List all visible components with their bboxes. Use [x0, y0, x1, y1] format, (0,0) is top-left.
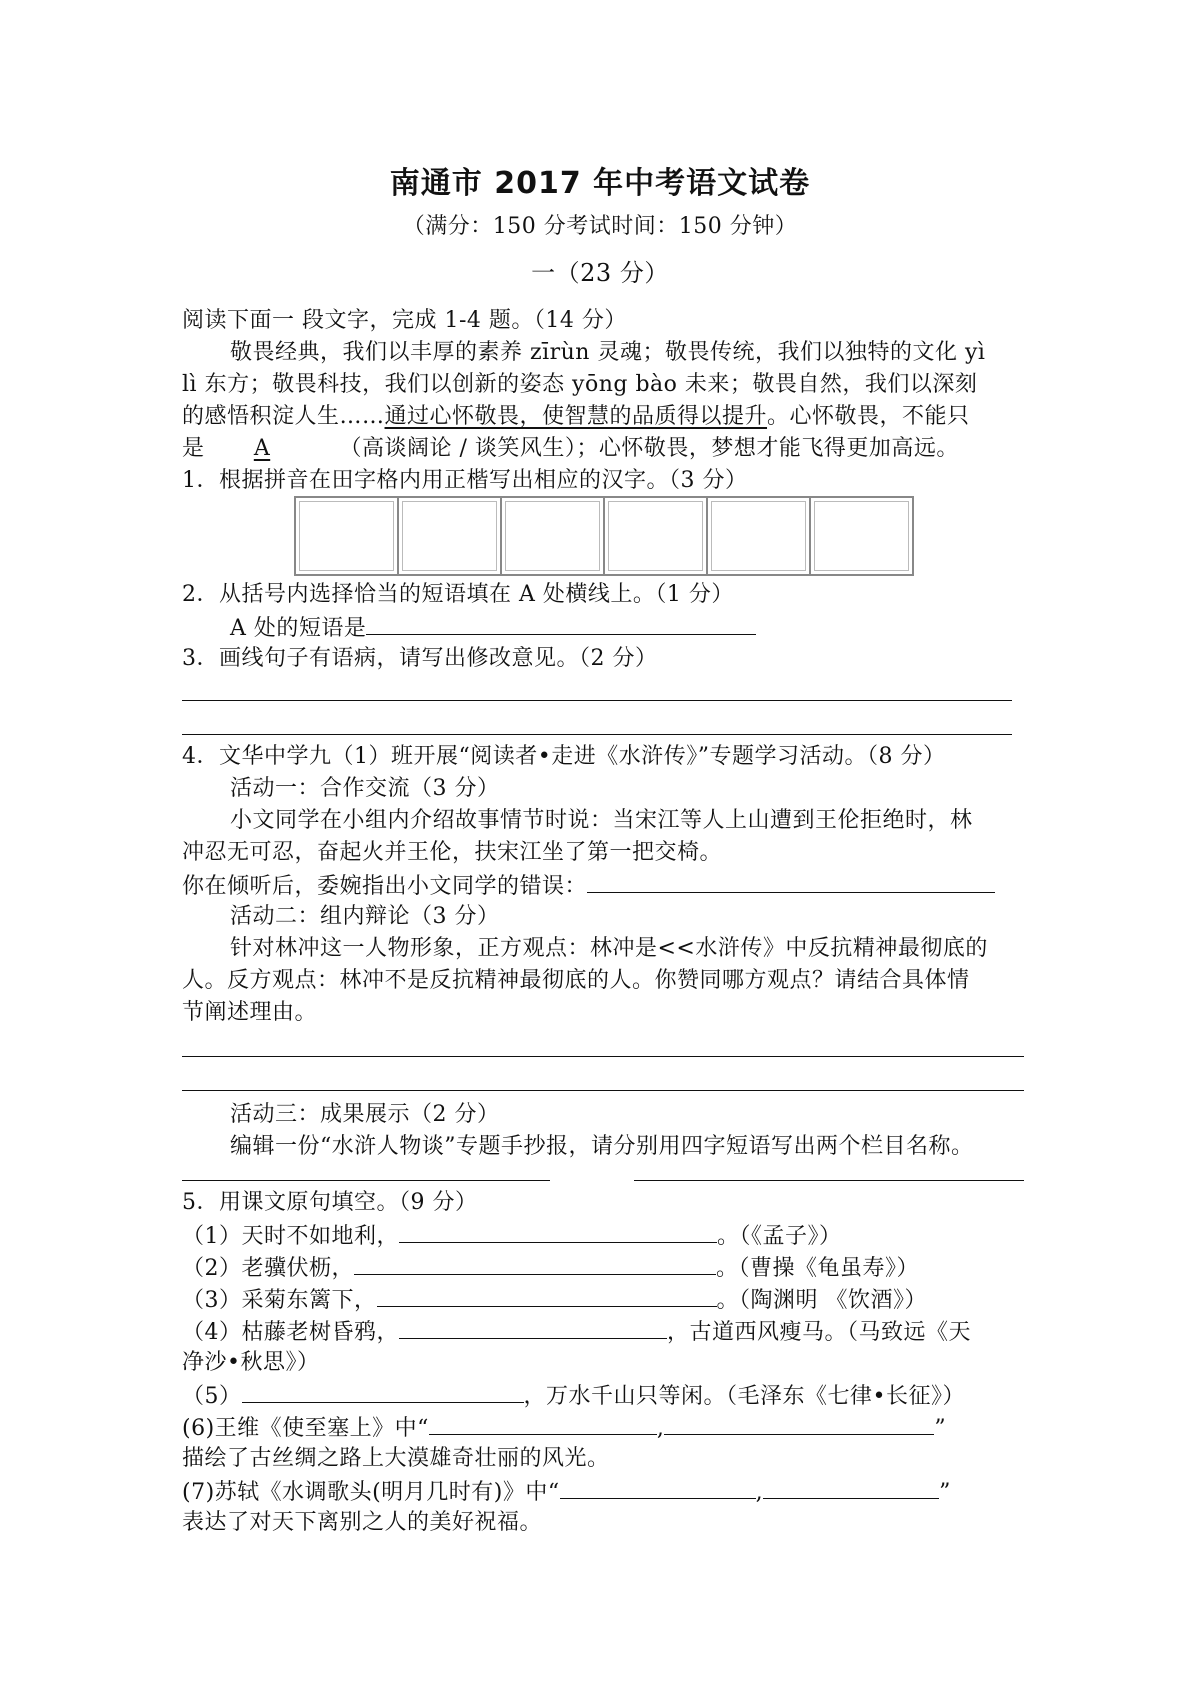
answer-blank[interactable] [560, 1476, 756, 1499]
fill-prompt: (7)苏轼《水调歌头(明月几时有)》中“ [182, 1480, 560, 1505]
answer-line[interactable] [182, 700, 1012, 701]
answer-blank[interactable] [587, 870, 995, 893]
fill-item-5 [182, 1380, 965, 1412]
page-title: 南通市 2017 年中考语文试卷 [389, 166, 811, 201]
separator: , [656, 1416, 665, 1441]
answer-blank[interactable] [399, 1316, 667, 1339]
grid-cell[interactable] [502, 498, 605, 574]
fill-prompt: （1）天时不如地利， [182, 1224, 399, 1249]
passage-text: 是 [182, 436, 205, 461]
fill-item-4 [182, 1316, 971, 1348]
fill-source: 。（陶渊明 《饮酒》） [716, 1288, 927, 1313]
fill-prompt: （5） [182, 1384, 242, 1409]
fill-item-1 [182, 1220, 842, 1252]
question-4: 4．文华中学九（1）班开展“阅读者•走进《水浒传》”专题学习活动。（8 分） [182, 744, 946, 769]
answer-blank[interactable] [399, 1220, 717, 1243]
passage-text: 的感悟积淀人生…… [182, 404, 385, 429]
close-quote: ” [934, 1416, 947, 1441]
prompt-text: 你在倾听后，委婉指出小文同学的错误： [182, 874, 588, 899]
fill-item-3 [182, 1284, 927, 1316]
question-1: 1．根据拼音在田字格内用正楷写出相应的汉字。（3 分） [182, 468, 748, 493]
exam-subtitle: （满分：150 分考试时间：150 分钟） [402, 214, 798, 239]
fill-item-2 [182, 1252, 919, 1284]
tianzi-grid [294, 496, 914, 576]
grid-cell[interactable] [605, 498, 708, 574]
answer-blank[interactable] [763, 1476, 939, 1499]
activity-3-text: 编辑一份“水浒人物谈”专题手抄报，请分别用四字短语写出两个栏目名称。 [230, 1134, 974, 1159]
fill-source: 。（曹操《龟虽寿》） [716, 1256, 920, 1281]
question-2-answer [230, 612, 756, 644]
answer-line[interactable] [182, 1056, 1024, 1057]
passage-line-1: 敬畏经典，我们以丰厚的素养 zīrùn 灵魂；敬畏传统，我们以独特的文化 yì [230, 340, 986, 365]
passage-line-3 [182, 402, 970, 432]
answer-blank[interactable] [242, 1380, 524, 1403]
answer-line[interactable] [182, 1090, 1024, 1091]
answer-label: A 处的短语是 [230, 616, 367, 641]
answer-blank[interactable] [377, 1284, 717, 1307]
grid-cell[interactable] [296, 498, 399, 574]
fill-prompt: (6)王维《使至塞上》中“ [182, 1416, 429, 1441]
activity-3-title: 活动三：成果展示（2 分） [230, 1102, 500, 1127]
activity-2-text: 人。反方观点：林冲不是反抗精神最彻底的人。你赞同哪方观点？请结合具体情 [182, 968, 970, 993]
grid-cell[interactable] [708, 498, 811, 574]
fill-item-7 [182, 1476, 951, 1508]
underlined-sentence: 通过心怀敬畏，使智慧的品质得以提升 [384, 404, 768, 429]
activity-1-text: 小文同学在小组内介绍故事情节时说：当宋江等人上山遭到王伦拒绝时，林 [230, 808, 973, 833]
answer-blank[interactable] [354, 1252, 716, 1275]
passage-line-4 [182, 434, 959, 464]
blank-a[interactable]: A [253, 436, 271, 461]
fill-prompt: （3）采菊东篱下， [182, 1288, 377, 1313]
fill-source: ，古道西风瘦马。（马致远《天 [667, 1320, 972, 1345]
fill-prompt: （4）枯藤老树昏鸦， [182, 1320, 399, 1345]
activity-2-title: 活动二：组内辩论（3 分） [230, 904, 500, 929]
answer-blank[interactable] [664, 1412, 934, 1435]
close-quote: ” [939, 1480, 951, 1505]
fill-item-6-cont: 描绘了古丝绸之路上大漠雄奇壮丽的风光。 [182, 1446, 610, 1471]
answer-line[interactable] [182, 734, 1012, 735]
passage-text: （高谈阔论 / 谈笑风生）；心怀敬畏，梦想才能飞得更加高远。 [339, 436, 959, 461]
activity-1-prompt [182, 870, 995, 902]
fill-source: ，万水千山只等闲。（毛泽东《七律•长征》） [523, 1384, 965, 1409]
question-3: 3．画线句子有语病，请写出修改意见。（2 分） [182, 646, 658, 671]
reading-intro: 阅读下面一 段文字，完成 1-4 题。（14 分） [182, 308, 627, 333]
section-heading: 一（23 分） [531, 259, 669, 287]
question-5: 5．用课文原句填空。（9 分） [182, 1190, 478, 1215]
fill-item-4-cont: 净沙•秋思》） [182, 1350, 320, 1375]
answer-line[interactable] [634, 1180, 1024, 1181]
fill-source: 。（《孟子》） [717, 1224, 842, 1249]
passage-text: 。心怀敬畏，不能只 [767, 404, 970, 429]
activity-1-title: 活动一：合作交流（3 分） [230, 776, 500, 801]
activity-1-text: 冲忍无可忍，奋起火并王伦，扶宋江坐了第一把交椅。 [182, 840, 723, 865]
grid-cell[interactable] [811, 498, 912, 574]
question-2: 2．从括号内选择恰当的短语填在 A 处横线上。（1 分） [182, 582, 734, 607]
answer-line[interactable] [182, 1180, 550, 1181]
activity-2-text: 针对林冲这一人物形象，正方观点：林冲是<<水浒传》中反抗精神最彻底的 [230, 936, 988, 961]
separator: , [755, 1480, 764, 1505]
grid-cell[interactable] [399, 498, 502, 574]
fill-prompt: （2）老骥伏枥， [182, 1256, 354, 1281]
answer-blank[interactable] [366, 612, 756, 635]
fill-item-6 [182, 1412, 946, 1444]
answer-blank[interactable] [429, 1412, 657, 1435]
passage-line-2: lì 东方；敬畏科技，我们以创新的姿态 yōng bào 未来；敬畏自然，我们以深刻 [182, 372, 978, 397]
activity-2-text: 节阐述理由。 [182, 1000, 318, 1025]
fill-item-7-cont: 表达了对天下离别之人的美好祝福。 [182, 1510, 543, 1535]
